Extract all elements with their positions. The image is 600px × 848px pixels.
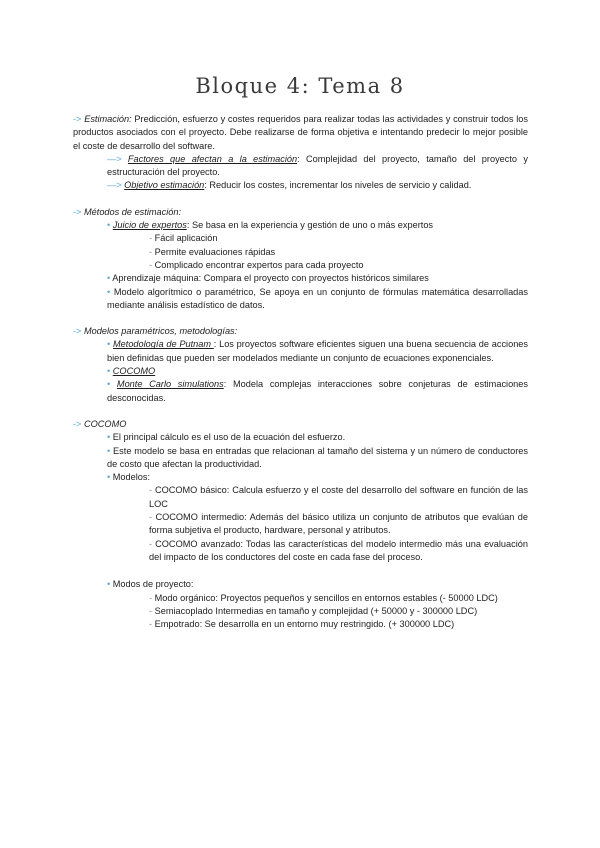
modo-subitem <box>73 618 528 631</box>
cocomo-heading <box>73 418 528 431</box>
metodos-heading <box>73 206 528 219</box>
modo-subitem <box>73 605 528 618</box>
arrow-icon: -> <box>73 418 82 429</box>
objetivo-label: Objetivo estimación <box>124 180 205 191</box>
modo-subitem-text: Semiacoplado Intermedias en tamaño y complejidad (+ 50000 y - 300000 LDC) <box>154 605 478 616</box>
juicio-subitem-text: Fácil aplicación <box>154 233 218 244</box>
notes-content <box>73 113 528 631</box>
modelo-text: Modelo algorítmico o paramétrico, Se apoya en un conjunto de fórmulas matemática desarrolladas mediante análisis estadístico de datos. <box>107 286 528 310</box>
bullet-icon: • <box>107 273 111 284</box>
juicio-label: Juicio de expertos <box>112 220 187 231</box>
bullet-icon: • <box>107 445 111 456</box>
bullet-icon: • <box>107 379 111 390</box>
juicio-subitem-text: Permite evaluaciones rápidas <box>154 246 276 257</box>
dash-icon: - <box>149 619 153 630</box>
objetivo-text: : Reducir los costes, incrementar los niveles de servicio y calidad. <box>204 180 472 191</box>
long-arrow-icon: —> <box>107 153 122 164</box>
modelos-item <box>73 471 528 484</box>
bullet-icon: • <box>107 472 111 483</box>
factores-label: Factores que afectan a la estimación <box>127 153 298 164</box>
cocomo-item-text: Este modelo se basa en entradas que relacionan al tamaño del sistema y un número de conductores de costo que afectan la productividad. <box>107 445 528 469</box>
modelo-subitem <box>73 511 528 538</box>
factores-text: : Complejidad del proyecto, tamaño del proyecto y estructuración del proyecto. <box>107 153 528 178</box>
modos-item-label: Modos de proyecto: <box>112 579 194 590</box>
cocomo-link-item <box>73 365 528 378</box>
dash-icon: - <box>149 512 153 523</box>
bullet-icon: • <box>107 220 111 231</box>
juicio-subitem <box>73 232 528 245</box>
modelo-subitem-text: COCOMO básico: Calcula esfuerzo y el coste del desarrollo del software en función de las LOC <box>149 485 528 509</box>
juicio-subitem-text: Complicado encontrar expertos para cada proyecto <box>154 259 364 270</box>
arrow-icon: -> <box>73 114 82 124</box>
monte-item <box>73 378 528 405</box>
page-title: Bloque 4: Tema 8 <box>195 74 405 98</box>
cocomo-item-text: El principal cálculo es el uso de la ecuación del esfuerzo. <box>112 432 346 443</box>
modelos-item-label: Modelos: <box>112 472 151 483</box>
juicio-subitem <box>73 259 528 272</box>
estimacion-label: Estimación: <box>84 114 132 124</box>
monte-label: Monte Carlo simulations <box>116 379 224 390</box>
dash-icon: - <box>149 259 153 270</box>
dash-icon: - <box>149 592 153 603</box>
estimacion-text: Predicción, esfuerzo y costes requeridos para realizar todas las actividades y construir todos los productos asociados con el proyecto. Debe realizarse de forma objetiva e intentando predecir lo mejor posible el coste de desarrollo del software. <box>73 114 528 151</box>
monte-text: : Modela complejas interacciones sobre conjeturas de estimaciones desconocidas. <box>107 379 528 403</box>
arrow-icon: -> <box>73 326 82 337</box>
modelos-label: Modelos paramétricos, metodologías: <box>84 326 238 337</box>
bullet-icon: • <box>107 579 111 590</box>
objetivo-paragraph <box>73 179 528 192</box>
modo-subitem <box>73 592 528 605</box>
aprendizaje-text: Aprendizaje máquina: Compara el proyecto con proyectos históricos similares <box>112 273 429 284</box>
modelo-subitem <box>73 484 528 511</box>
bullet-icon: • <box>107 339 111 350</box>
modo-subitem-text: Empotrado: Se desarrolla en un entorno muy restringido. (+ 300000 LDC) <box>154 619 455 630</box>
aprendizaje-item <box>73 272 528 285</box>
modelos-heading <box>73 325 528 338</box>
dash-icon: - <box>149 485 153 496</box>
metodos-label: Métodos de estimación: <box>84 206 182 217</box>
bullet-icon: • <box>107 366 111 377</box>
modo-subitem-text: Modo orgánico: Proyectos pequeños y sencillos en entornos estables (- 50000 LDC) <box>152 592 498 603</box>
juicio-subitem <box>73 246 528 259</box>
bullet-icon: • <box>107 432 111 443</box>
cocomo-label: COCOMO <box>112 366 156 377</box>
modos-item <box>73 578 528 591</box>
modelo-subitem <box>73 538 528 565</box>
putnam-text: : Los proyectos software eficientes siguen una buena secuencia de acciones bien definidas que pueden ser modelados mediante un conjunto de ecuaciones exponenciales. <box>107 339 529 363</box>
modelo-subitem-text: COCOMO avanzado: Todas las características del modelo intermedio más una evaluación del impacto de los conductores del coste en cada fase del proceso. <box>149 538 528 562</box>
putnam-item <box>73 338 528 365</box>
bullet-icon: • <box>107 286 111 297</box>
cocomo-heading-label: COCOMO <box>84 418 127 429</box>
factores-paragraph <box>73 153 528 180</box>
long-arrow-icon: —> <box>107 180 122 191</box>
arrow-icon: -> <box>73 206 82 217</box>
modelo-item <box>73 286 528 313</box>
dash-icon: - <box>149 605 153 616</box>
cocomo-item <box>73 445 528 472</box>
putnam-label: Metodología de Putnam <box>113 339 214 350</box>
cocomo-item <box>73 431 528 444</box>
dash-icon: - <box>149 538 153 549</box>
juicio-text: : Se basa en la experiencia y gestión de uno o más expertos <box>186 220 434 231</box>
estimacion-paragraph <box>73 113 528 153</box>
modelo-subitem-text: COCOMO intermedio: Además del básico utiliza un conjunto de atributos que evalúan de forma subjetiva el producto, hardware, personal y atributos. <box>149 512 528 536</box>
dash-icon: - <box>149 246 153 257</box>
dash-icon: - <box>149 233 153 244</box>
juicio-item <box>73 219 528 232</box>
